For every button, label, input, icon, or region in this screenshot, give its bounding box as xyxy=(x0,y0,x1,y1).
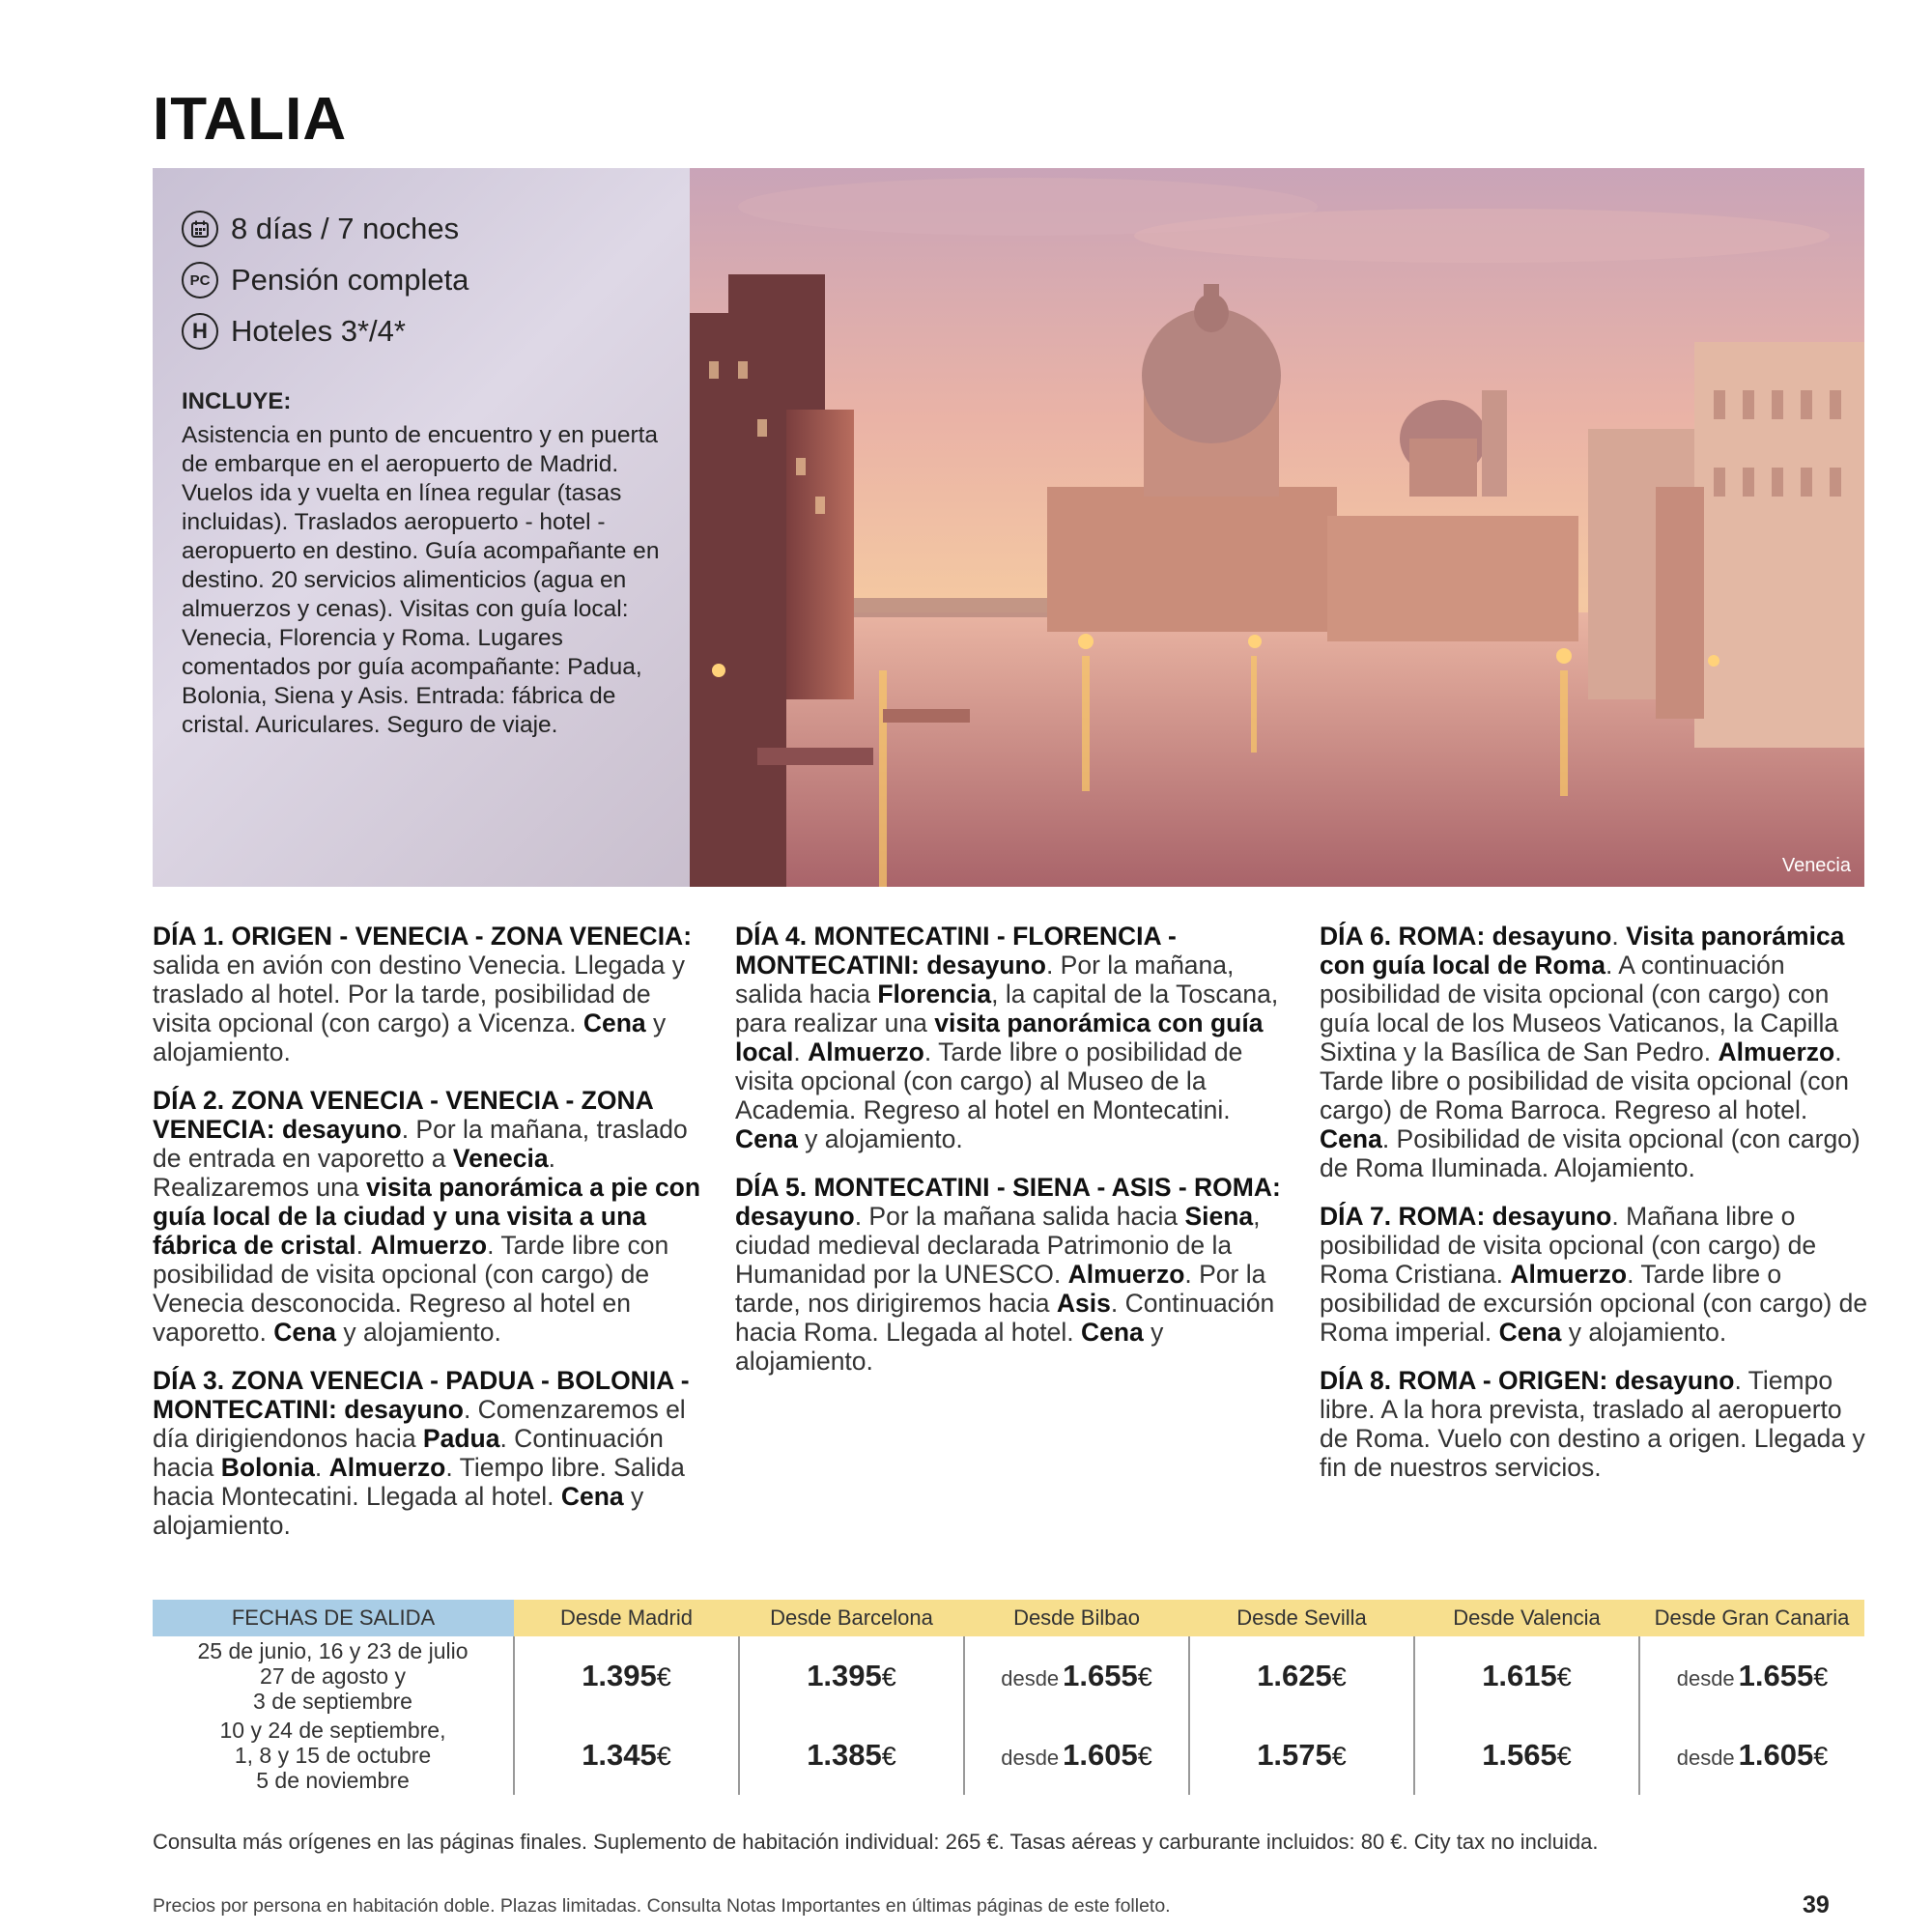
venice-photo xyxy=(690,168,1864,887)
itinerary-column-1 xyxy=(153,922,703,1559)
includes-text: Asistencia en punto de encuentro y en puerta de embarque en el aeropuerto de Madrid. Vuelos ida y vuelta en línea regular (tasas incluidas). Traslados aeropuerto - hotel - aeropuerto en destino. Guía acompañante en destino. 20 servicios alimenticios (agua en almuerzos y cenas). Visitas con guía local: Venecia, Florencia y Roma. Lugares comentados por guía acompañante: Padua, Bolonia, Siena y Asis. Entrada: fábrica de cristal. Auriculares. Seguro de viaje. xyxy=(182,422,660,738)
price-table-header xyxy=(153,1600,1864,1636)
hotel-icon: H xyxy=(182,313,218,350)
calendar-icon xyxy=(182,211,218,247)
price-cell-valencia: 1.615€ xyxy=(1414,1636,1639,1716)
header-sevilla: Desde Sevilla xyxy=(1189,1600,1414,1636)
page-number: 39 xyxy=(1803,1891,1830,1918)
price-cell-bilbao: desde 1.655€ xyxy=(964,1636,1189,1716)
departure-dates-cell: 10 y 24 de septiembre, 1, 8 y 15 de octubre 5 de noviembre xyxy=(219,1718,446,1793)
itinerary-day-5: DÍA 5. MONTECATINI - SIENA - ASIS - ROMA: desayuno. Por la mañana salida hacia Siena, ciudad medieval declarada Patrimonio de la Humanidad por la UNESCO. Almuerzo. Por la tarde, nos dirigiremos hacia Asis. Continuación hacia Roma. Llegada al hotel. Cena y alojamiento. xyxy=(735,1173,1281,1376)
price-cell-madrid: 1.395€ xyxy=(514,1636,739,1716)
departure-dates-cell: 25 de junio, 16 y 23 de julio 27 de agosto y 3 de septiembre xyxy=(197,1638,469,1714)
duration-feature xyxy=(182,208,459,250)
itinerary-day-7: DÍA 7. ROMA: desayuno. Mañana libre o posibilidad de visita opcional (con cargo) de Roma Cristiana. Almuerzo. Tarde libre o posibilidad de excursión opcional (con cargo) de Roma imperial. Cena y alojamiento. xyxy=(1320,1202,1868,1347)
photo-caption: Venecia xyxy=(1781,855,1851,876)
table-row xyxy=(153,1636,1864,1716)
page-title: ITALIA xyxy=(153,86,348,153)
price-cell-barcelona: 1.395€ xyxy=(739,1636,964,1716)
itinerary-day-6: DÍA 6. ROMA: desayuno. Visita panorámica con guía local de Roma. A continuación posibilidad de visita opcional (con cargo) con guía local de los Museos Vaticanos, la Capilla Sixtina y la Basílica de San Pedro. Almuerzo. Tarde libre o posibilidad de visita opcional (con cargo) de Roma Barroca. Regreso al hotel. Cena. Posibilidad de visita opcional (con cargo) de Roma Iluminada. Alojamiento. xyxy=(1320,922,1861,1182)
trip-summary-panel xyxy=(153,168,690,887)
header-bilbao: Desde Bilbao xyxy=(964,1600,1189,1636)
price-cell-sevilla: 1.625€ xyxy=(1189,1636,1414,1716)
board-feature xyxy=(182,259,469,301)
itinerary-day-3: DÍA 3. ZONA VENECIA - PADUA - BOLONIA - MONTECATINI: desayuno. Comenzaremos el día dirigiendonos hacia Padua. Continuación hacia Bolonia. Almuerzo. Tiempo libre. Salida hacia Montecatini. Llegada al hotel. Cena y alojamiento. xyxy=(153,1366,690,1540)
hero-section xyxy=(153,168,1864,887)
itinerary-day-8: DÍA 8. ROMA - ORIGEN: desayuno. Tiempo libre. A la hora prevista, traslado al aeropuerto de Roma. Vuelo con destino a origen. Llegada y fin de nuestros servicios. xyxy=(1320,1366,1865,1482)
disclaimer: Precios por persona en habitación doble. Plazas limitadas. Consulta Notas Importantes en últimas páginas de este folleto. xyxy=(153,1895,1171,1917)
header-valencia: Desde Valencia xyxy=(1414,1600,1639,1636)
price-cell-gran-canaria: desde 1.605€ xyxy=(1639,1716,1864,1795)
price-cell-barcelona: 1.385€ xyxy=(739,1716,964,1795)
itinerary-day-1: DÍA 1. ORIGEN - VENECIA - ZONA VENECIA: salida en avión con destino Venecia. Llegada y traslado al hotel. Por la tarde, posibilidad de visita opcional (con cargo) a Vicenza. Cena y alojamiento. xyxy=(153,922,693,1066)
full-board-icon: PC xyxy=(182,262,218,298)
board-text: Pensión completa xyxy=(231,263,469,297)
hotel-feature xyxy=(182,310,406,353)
includes-heading: INCLUYE: xyxy=(182,388,292,414)
table-row xyxy=(153,1716,1864,1795)
price-cell-sevilla: 1.575€ xyxy=(1189,1716,1414,1795)
header-gran-canaria: Desde Gran Canaria xyxy=(1639,1600,1864,1636)
footnote: Consulta más orígenes en las páginas finales. Suplemento de habitación individual: 265 €. Tasas aéreas y carburante incluidos: 80 €. City tax no incluida. xyxy=(153,1830,1599,1854)
price-cell-madrid: 1.345€ xyxy=(514,1716,739,1795)
itinerary-day-4: DÍA 4. MONTECATINI - FLORENCIA - MONTECATINI: desayuno. Por la mañana, salida hacia Florencia, la capital de la Toscana, para realizar una visita panorámica con guía local. Almuerzo. Tarde libre o posibilidad de visita opcional (con cargo) al Museo de la Academia. Regreso al hotel en Montecatini. Cena y alojamiento. xyxy=(735,922,1279,1153)
header-departure-dates: FECHAS DE SALIDA xyxy=(153,1600,514,1636)
itinerary-column-2 xyxy=(735,922,1286,1395)
price-cell-gran-canaria: desde 1.655€ xyxy=(1639,1636,1864,1716)
price-table xyxy=(153,1600,1864,1795)
price-cell-valencia: 1.565€ xyxy=(1414,1716,1639,1795)
price-cell-bilbao: desde 1.605€ xyxy=(964,1716,1189,1795)
header-madrid: Desde Madrid xyxy=(514,1600,739,1636)
itinerary-day-2: DÍA 2. ZONA VENECIA - VENECIA - ZONA VENECIA: desayuno. Por la mañana, traslado de entrada en vaporetto a Venecia. Realizaremos una visita panorámica a pie con guía local de la ciudad y una visita a una fábrica de cristal. Almuerzo. Tarde libre con posibilidad de visita opcional (con cargo) de Venecia desconocida. Regreso al hotel en vaporetto. Cena y alojamiento. xyxy=(153,1086,701,1347)
itinerary-column-3 xyxy=(1320,922,1870,1501)
venice-sunset-illustration xyxy=(690,168,1864,887)
duration-text: 8 días / 7 noches xyxy=(231,212,460,245)
hotel-text: Hoteles 3*/4* xyxy=(231,314,406,348)
header-barcelona: Desde Barcelona xyxy=(739,1600,964,1636)
